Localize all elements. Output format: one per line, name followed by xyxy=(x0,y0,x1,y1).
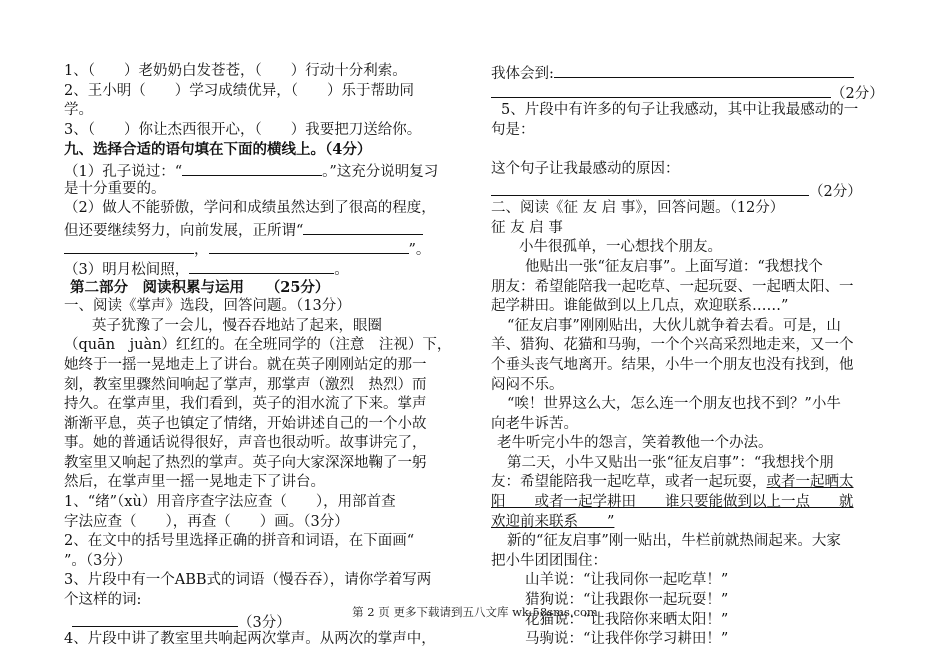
reading-1-q3-cont: 个这样的词: xyxy=(64,592,142,609)
answer-blank[interactable] xyxy=(554,62,854,78)
left-column xyxy=(64,62,484,650)
q9-1-suffix: 。”这充分说明复习 xyxy=(322,163,439,180)
q9-item-1-cont: 是十分重要的。 xyxy=(64,180,166,197)
reading-1-q2-cont: ”。（3分） xyxy=(64,552,132,569)
underlined-text: 阳 或者一起学耕田 谁只要能做到以上一点 就 xyxy=(491,494,854,511)
quote-line: 花猫说：“让我陪你来晒太阳！” xyxy=(525,611,729,628)
q8-item-2-cont: 学。 xyxy=(64,102,93,119)
q8-item-3: 3、（ ）你让杰西很开心，（ ）我要把刀送给你。 xyxy=(64,121,422,138)
passage-line: （quān juàn）红红的。在全班同学的（注意 注视）下， xyxy=(64,337,452,354)
story-line: 羊、猎狗、花猫和马驹，一个个兴高采烈地走来，又一个 xyxy=(491,337,854,354)
story-line: 新的“征友启事”刚一贴出，牛栏前就热闹起来。大家 xyxy=(507,533,841,550)
story-line: “唉！世界这么大，怎么连一个朋友也找不到？”小牛 xyxy=(507,396,841,413)
answer-blank[interactable] xyxy=(64,238,194,254)
q8-item-1: 1、（ ）老奶奶白发苍苍，（ ）行动十分利索。 xyxy=(64,63,407,79)
passage-line: 事。她的普通话说得很好，声音也很动听。故事讲完了， xyxy=(64,435,427,452)
reading-1-q4-blank-line xyxy=(491,82,896,102)
reading-1-q3: 3、片段中有一个ABB式的词语（慢吞吞），请你学着写两 xyxy=(64,572,432,589)
passage-line: 持久。在掌声里，我们看到，英子的泪水流了下来。掌声 xyxy=(64,396,427,413)
answer-blank[interactable] xyxy=(189,258,334,274)
passage-line: 她终于一摇一晃地走上了讲台。就在英子刚刚站定的那一 xyxy=(64,356,427,373)
part-2-heading: 第二部分 阅读积累与运用 （25分） xyxy=(70,278,330,296)
story-line: 朋友：希望能陪我一起吃草、一起玩耍、一起晒太阳、一 xyxy=(491,278,854,295)
reading-1-q1: 1、“绪”（xù）用音序查字法应查（ ），用部首查 xyxy=(64,494,396,511)
passage-line: 刻，教室里骤然间响起了掌声，那掌声（激烈 热烈）而 xyxy=(64,376,427,393)
underlined-text: 欢迎前来联系 ” xyxy=(491,513,615,530)
q9-item-2-cont xyxy=(64,219,484,239)
q8-item-2: 2、王小明（ ）学习成绩优异，（ ）乐于帮助同 xyxy=(64,82,414,99)
reading-1-q5-score: （2分） xyxy=(809,183,862,200)
story-line: “征友启事”刚刚贴出，大伙儿就争着去看。可是，山 xyxy=(507,317,841,334)
quote-line: 马驹说：“让我伴你学习耕田！” xyxy=(525,631,729,648)
reading-1-q5-reason: 这个句子让我最感动的原因： xyxy=(491,160,680,177)
story-title: 征 友 启 事 xyxy=(491,219,563,236)
story-line-underlined xyxy=(491,473,896,493)
q9-3-prefix: （3）明月松间照， xyxy=(64,261,190,278)
passage-line: 英子犹豫了一会儿，慢吞吞地站了起来，眼圈 xyxy=(92,317,382,334)
spacer xyxy=(491,140,896,160)
q9-3-end: 。 xyxy=(334,261,349,278)
q9-1-prefix: （1）孔子说过：“ xyxy=(64,163,183,180)
quote-line: 山羊说：“让我同你一起吃草！” xyxy=(525,572,729,589)
q9-2-prefix: 但还要继续努力，向前发展，正所谓“ xyxy=(64,222,304,239)
reading-1-title: 一、阅读《掌声》选段，回答问题。（13分） xyxy=(64,298,351,315)
story-line: 闷闷不乐。 xyxy=(491,376,564,393)
story-line: 小牛很孤单，一心想找个朋友。 xyxy=(519,239,722,256)
story-line: 老牛听完小牛的怨言，笑着教他一个办法。 xyxy=(497,435,773,452)
reading-1-q5: 5、片段中有许多的句子让我感动，其中让我最感动的一 xyxy=(501,102,859,119)
reading-1-q2: 2、在文中的括号里选择正确的拼音和词语，在下面画“ xyxy=(64,533,415,550)
q9-2-end: ”。 xyxy=(408,242,431,259)
answer-blank[interactable] xyxy=(209,238,409,254)
story-line: 个垂头丧气地离开。结果，小牛一个朋友也没有找到，他 xyxy=(491,356,854,373)
reading-1-q1-cont: 字法应查（ ），再查（ ）画。（3分） xyxy=(64,513,349,530)
story-line: 第二天，小牛又贴出一张“征友启事”：“我想找个朋 xyxy=(507,454,834,471)
q9-item-1 xyxy=(64,160,484,180)
underlined-text: 或者一起晒太 xyxy=(766,474,854,491)
q9-item-2: （2）做人不能骄傲，学问和成绩虽然达到了很高的程度， xyxy=(64,200,436,217)
answer-blank[interactable] xyxy=(491,180,809,196)
story-line: 把小牛团团围住： xyxy=(491,552,607,569)
passage-line: 教室里又响起了热烈的掌声。英子向大家深深地鞠了一躬 xyxy=(64,454,427,471)
passage-line: 然后，在掌声里一摇一晃地走下了讲台。 xyxy=(64,474,325,491)
answer-blank[interactable] xyxy=(182,160,322,176)
reading-1-q3-score: （3分） xyxy=(238,614,291,631)
reading-1-q4-score: （2分） xyxy=(831,85,884,102)
q9-2-comma: ， xyxy=(194,242,209,259)
story-line: 向老牛诉苦。 xyxy=(491,415,578,432)
quote-line: 猎狗说：“让我跟你一起玩耍！” xyxy=(525,592,729,609)
passage-line: 渐渐平息，英子也镇定了情绪，开始讲述自己的一个小故 xyxy=(64,415,427,432)
reading-1-q5-cont: 句是： xyxy=(491,121,535,138)
reading-2-title: 二、阅读《征 友 启 事》，回答问题。（12分） xyxy=(491,200,785,217)
reading-1-q4: 4、片段中讲了教室里共响起两次掌声。从两次的掌声中， xyxy=(64,631,436,648)
right-column xyxy=(491,62,896,650)
reading-1-q5-blank-line xyxy=(491,180,896,200)
reading-1-q4-prefix: 我体会到: xyxy=(491,66,554,82)
reading-1-q4-cont xyxy=(491,62,896,82)
q9-item-2-blanks xyxy=(64,238,484,258)
story-text: 友：希望能陪我一起吃草，或者一起玩耍， xyxy=(491,474,767,491)
q9-item-3 xyxy=(64,258,484,278)
section-9-title: 九、选择合适的语句填在下面的横线上。（4分） xyxy=(64,141,372,159)
answer-blank[interactable] xyxy=(491,82,831,98)
story-line: 起学耕田。谁能做到以上几点，欢迎联系……” xyxy=(491,298,789,315)
story-line: 他贴出一张“征友启事”。上面写道：“我想找个 xyxy=(525,258,823,275)
page-footer: 第 2 页 更多下载请到五八文库 wk.58sms.com xyxy=(352,605,598,619)
answer-blank[interactable] xyxy=(303,219,423,235)
